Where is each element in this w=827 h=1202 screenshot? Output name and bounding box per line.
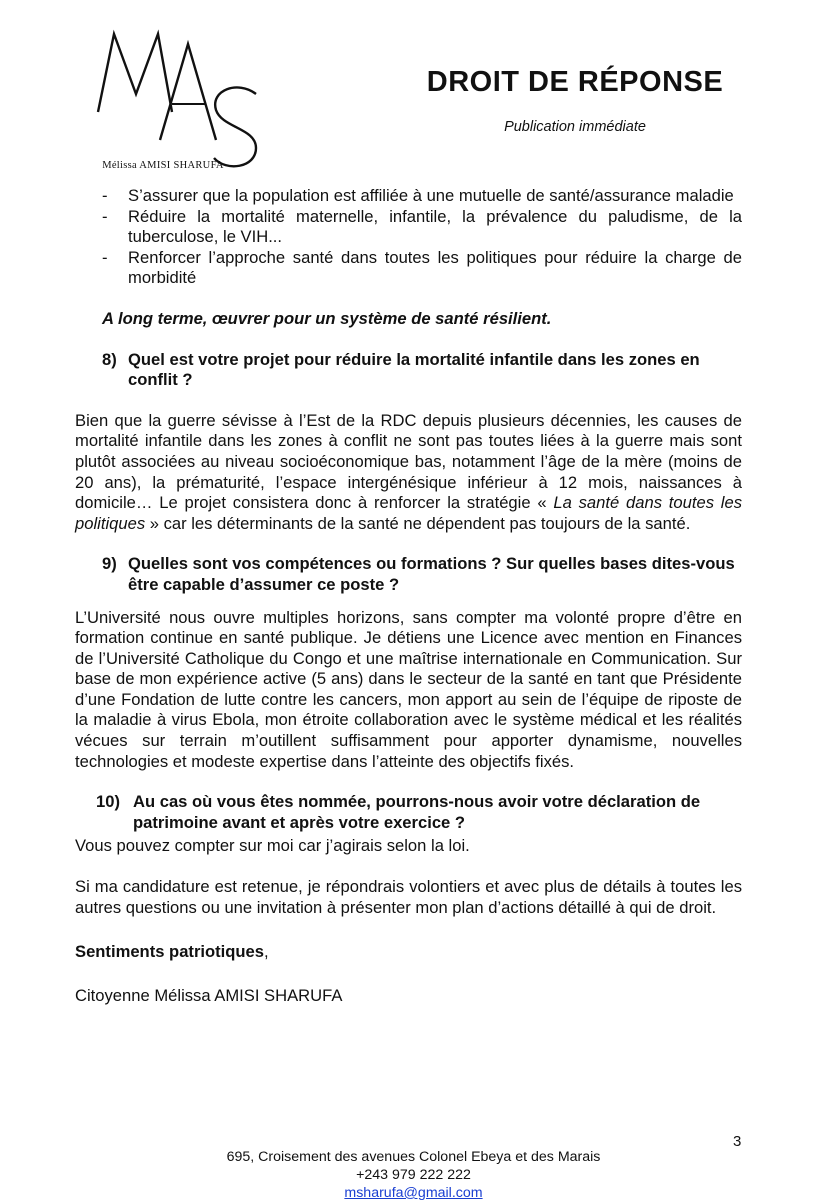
question-number: 9) — [102, 554, 117, 574]
long-term-statement: A long terme, œuvrer pour un système de santé résilient. — [102, 308, 552, 328]
bullet-marker: - — [102, 206, 108, 226]
page-title: DROIT DE RÉPONSE — [426, 66, 724, 98]
sign-off — [75, 942, 742, 963]
logo-monogram-icon — [88, 24, 278, 174]
logo — [88, 24, 278, 174]
list-item — [75, 207, 742, 248]
question-10 — [75, 792, 742, 833]
footer-email-link[interactable]: msharufa@gmail.com — [344, 1185, 483, 1201]
answer-text: Bien que la guerre sévisse à l’Est de la RDC depuis plusieurs décennies, les causes de mortalité infantile dans les zones à conflit ne sont pas toutes liées à la guerre mais sont plutôt associées au niveau socioéconomique bas, notamment l’âge de la mère (moins de 20 ans), la prématurité, l’espace intergénésique inférieur à 12 mois, naissances à domicile… Le projet consistera donc à renforcer la stratégie « — [75, 410, 742, 513]
page-subtitle: Publication immédiate — [504, 119, 646, 135]
bullet-list — [75, 186, 742, 289]
closing-paragraph: Si ma candidature est retenue, je répondrais volontiers et avec plus de détails à toutes les autres questions ou une invitation à présenter mon plan d’actions détaillé à qui de droit. — [75, 877, 742, 917]
bullet-marker: - — [102, 247, 108, 267]
footer-address: 695, Croisement des avenues Colonel Ebeya et des Marais — [226, 1149, 601, 1165]
page-number: 3 — [733, 1133, 742, 1150]
sign-off-punctuation: , — [264, 942, 269, 962]
answer-emphasis: La santé dans toutes les politiques — [75, 493, 742, 533]
footer — [0, 1148, 827, 1202]
logo-caption: Mélissa AMISI SHARUFA — [102, 160, 224, 171]
bullet-text: Renforcer l’approche santé dans toutes les politiques pour réduire la charge de morbidité — [128, 247, 742, 288]
list-item — [75, 186, 742, 207]
sign-off-bold: Sentiments patriotiques — [75, 942, 265, 962]
list-item — [75, 248, 742, 289]
answer-10: Vous pouvez compter sur moi car j’agirais selon la loi. — [75, 836, 470, 856]
signature: Citoyenne Mélissa AMISI SHARUFA — [75, 985, 343, 1005]
footer-phone: +243 979 222 222 — [356, 1167, 471, 1183]
question-text: Quel est votre projet pour réduire la mortalité infantile dans les zones en conflit ? — [128, 349, 700, 390]
answer-text: » car les déterminants de la santé ne dépendent pas toujours de la santé. — [145, 513, 691, 533]
question-number: 10) — [96, 792, 120, 812]
bullet-text: Réduire la mortalité maternelle, infantile, la prévalence du paludisme, de la tuberculose, le VIH... — [128, 206, 742, 247]
question-number: 8) — [102, 349, 117, 369]
bullet-text: S’assurer que la population est affiliée à une mutuelle de santé/assurance maladie — [128, 186, 734, 205]
answer-8 — [75, 411, 742, 535]
bullet-marker: - — [102, 186, 108, 205]
question-text: Quelles sont vos compétences ou formations ? Sur quelles bases dites-vous être capable d’assumer ce poste ? — [128, 554, 735, 594]
question-9 — [75, 554, 742, 595]
question-text: Au cas où vous êtes nommée, pourrons-nous avoir votre déclaration de patrimoine avant et après votre exercice ? — [133, 792, 701, 832]
document-body — [75, 186, 742, 1006]
answer-9: L’Université nous ouvre multiples horizons, sans compter ma volonté propre d’être en formation continue en santé publique. Je détiens une Licence avec mention en Finances de l’Université Catholique du Congo et une maîtrise internationale en Communication. Sur base de mon expérience active (5 ans) dans le secteur de la santé en tant que Présidente d’une Fondation de lutte contre les cancers, mon apport au sein de l’équipe de riposte de la maladie à virus Ebola, mon étroite collaboration avec le système médical et les réalités vécues sur terrain m’outillent suffisamment pour apporter dynamisme, nouvelles technologies et modeste expertise dans l’atteinte des objectifs fixés. — [75, 607, 742, 771]
question-8 — [75, 350, 742, 391]
